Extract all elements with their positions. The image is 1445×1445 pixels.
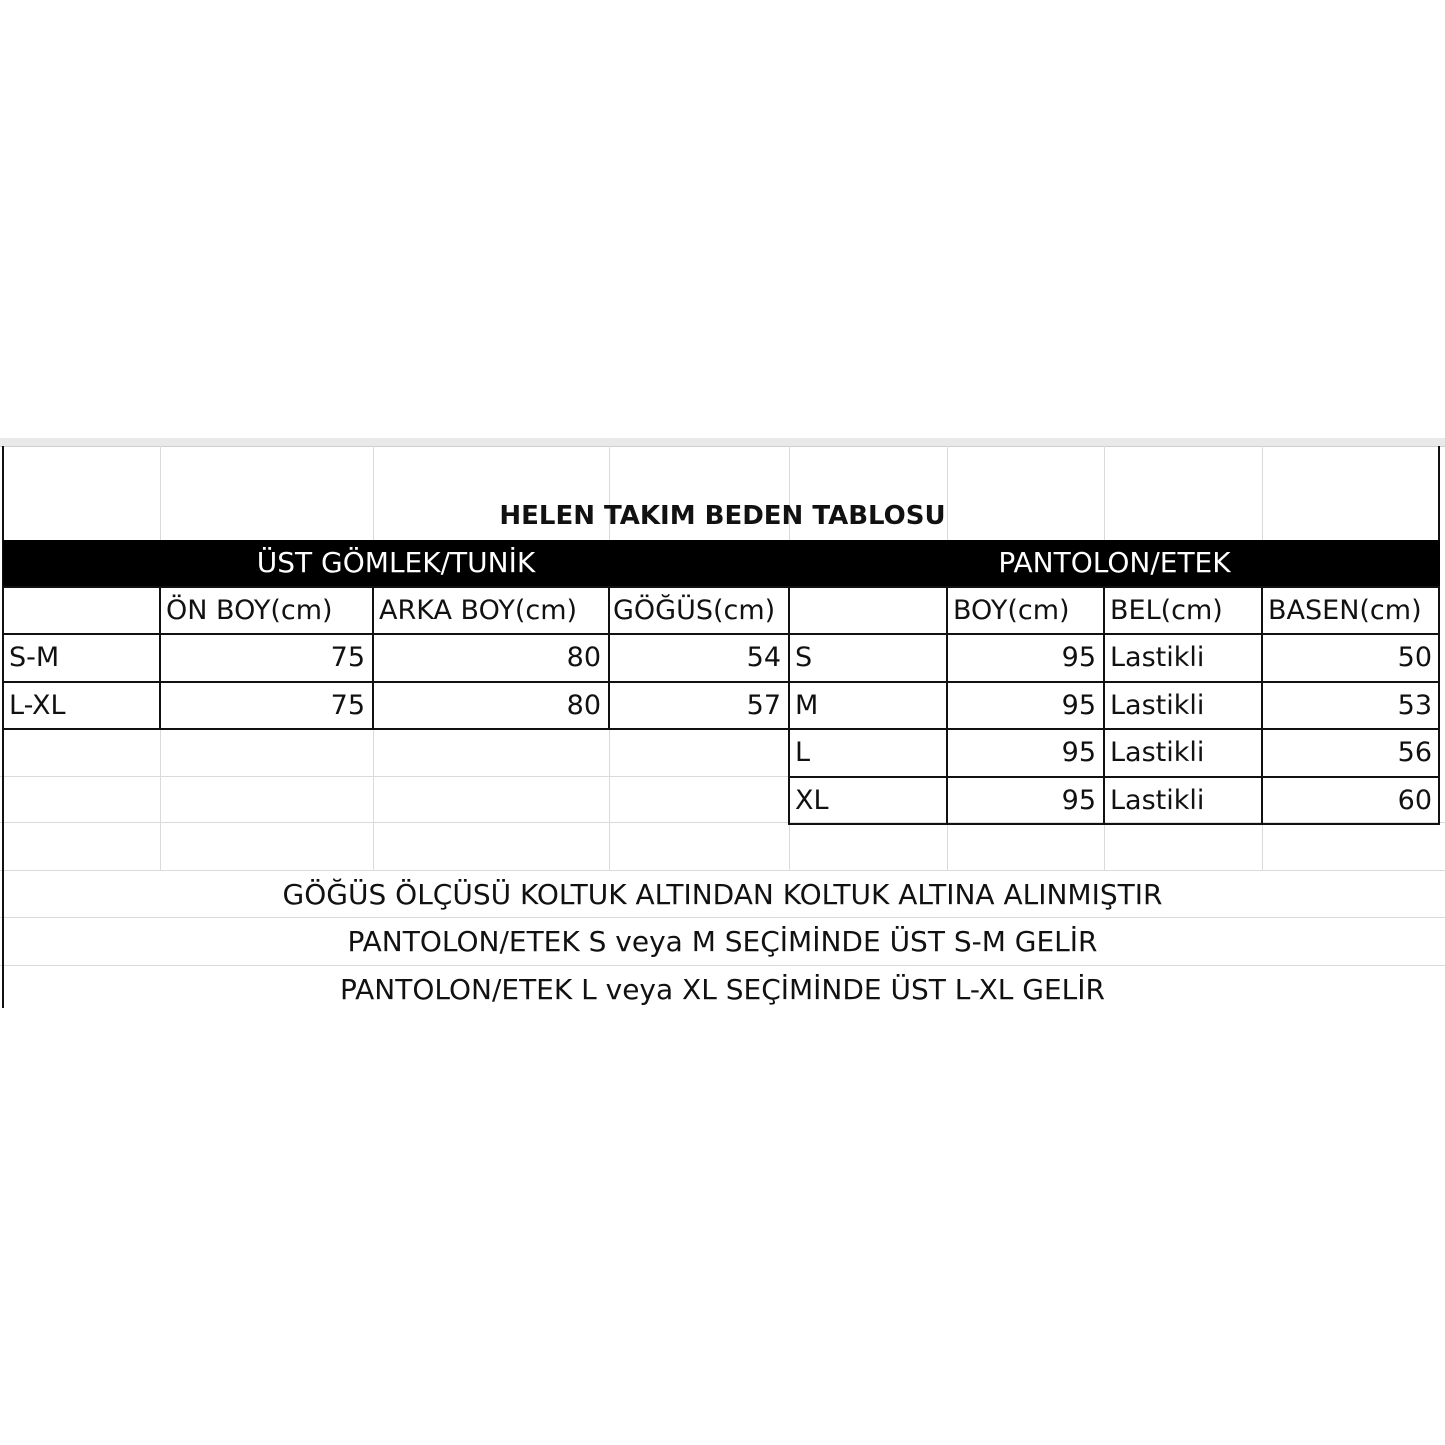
- note-line: PANTOLON/ETEK S veya M SEÇİMİNDE ÜST S-M GELİR: [347, 925, 1098, 958]
- column-header: GÖĞÜS(cm): [613, 595, 776, 626]
- bottom-section-heading: PANTOLON/ETEK: [998, 546, 1231, 579]
- size-label: L-XL: [9, 690, 66, 721]
- size-label: L: [795, 737, 811, 768]
- table-cell: Lastikli: [1110, 642, 1205, 673]
- size-label: XL: [795, 785, 829, 816]
- table-cell: 57: [746, 690, 781, 721]
- gridline: [0, 965, 1445, 966]
- note-line: GÖĞÜS ÖLÇÜSÜ KOLTUK ALTINDAN KOLTUK ALTINA ALINMIŞTIR: [282, 878, 1163, 911]
- size-label: S: [795, 642, 813, 673]
- gridline: [1262, 824, 1263, 870]
- column-header: ÖN BOY(cm): [166, 595, 333, 626]
- table-cell: 95: [1061, 642, 1096, 673]
- table-cell: 50: [1397, 642, 1432, 673]
- table-cell: 95: [1061, 737, 1096, 768]
- top-section-heading: ÜST GÖMLEK/TUNİK: [256, 546, 536, 579]
- table-cell: Lastikli: [1110, 737, 1205, 768]
- column-header: BASEN(cm): [1268, 595, 1422, 626]
- gridline: [160, 730, 161, 870]
- column-header: ARKA BOY(cm): [379, 595, 578, 626]
- table-cell: Lastikli: [1110, 690, 1205, 721]
- size-label: S-M: [9, 642, 60, 673]
- table-cell: 80: [566, 690, 601, 721]
- table-cell: 95: [1061, 785, 1096, 816]
- note-line: PANTOLON/ETEK L veya XL SEÇİMİNDE ÜST L-XL GELİR: [340, 973, 1105, 1006]
- gridline: [0, 870, 1445, 871]
- gridline: [947, 824, 948, 870]
- chart-title: HELEN TAKIM BEDEN TABLOSU: [499, 501, 946, 531]
- table-cell: Lastikli: [1110, 785, 1205, 816]
- gridline: [0, 776, 789, 777]
- size-label: M: [795, 690, 819, 721]
- column-header: BOY(cm): [953, 595, 1070, 626]
- table-cell: 54: [746, 642, 781, 673]
- gridline: [609, 730, 610, 870]
- table-cell: 53: [1397, 690, 1432, 721]
- gridline: [373, 730, 374, 870]
- sheet-top-rule: [0, 438, 1445, 447]
- table-cell: 75: [330, 642, 365, 673]
- column-header: BEL(cm): [1110, 595, 1223, 626]
- gridline: [789, 824, 790, 870]
- table-cell: 95: [1061, 690, 1096, 721]
- gridline: [1104, 824, 1105, 870]
- table-cell: 56: [1397, 737, 1432, 768]
- size-chart-sheet: [0, 438, 1445, 1008]
- table-cell: 80: [566, 642, 601, 673]
- table-cell: 75: [330, 690, 365, 721]
- table-cell: 60: [1397, 785, 1432, 816]
